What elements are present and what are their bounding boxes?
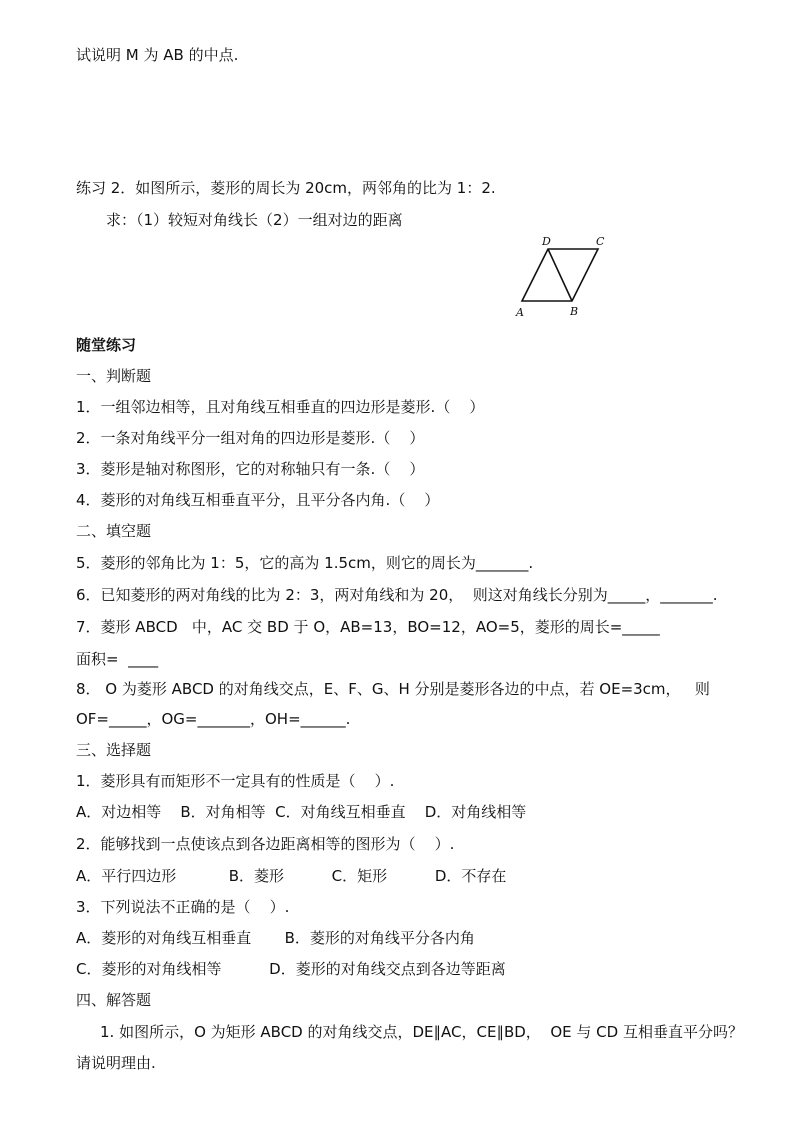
vertex-label-a: A: [516, 306, 524, 319]
vertex-label-d: D: [542, 235, 551, 248]
fill-item: 面积= ____: [76, 650, 159, 668]
vertex-label-c: C: [596, 235, 605, 248]
choice-options: A．菱形的对角线互相垂直 B．菱形的对角线平分各内角: [76, 929, 475, 947]
fill-item: 7．菱形 ABCD 中，AC 交 BD 于 O，AB=13，BO=12，AO=5，菱形的周长=_____: [76, 618, 660, 636]
judge-item: 3．菱形是轴对称图形，它的对称轴只有一条.（ ）: [76, 460, 425, 478]
judge-title: 一、判断题: [76, 367, 152, 385]
fill-item: 6．已知菱形的两对角线的比为 2：3，两对角线和为 20， 则这对角线长分别为_____，_______.: [76, 586, 718, 604]
rhombus-diagonal-db: [548, 249, 572, 301]
solve-title: 四、解答题: [76, 991, 152, 1009]
vertex-label-b: B: [570, 305, 579, 318]
choice-options: A．对边相等 B．对角相等 C．对角线互相垂直 D．对角线相等: [76, 803, 527, 821]
choice-item: 2．能够找到一点使该点到各边距离相等的图形为（ ）.: [76, 835, 455, 853]
choice-options: C．菱形的对角线相等 D．菱形的对角线交点到各边等距离: [76, 960, 506, 978]
exercise2-statement: 练习 2．如图所示，菱形的周长为 20cm，两邻角的比为 1：2.: [76, 179, 496, 197]
judge-item: 4．菱形的对角线互相垂直平分，且平分各内角.（ ）: [76, 491, 440, 509]
exercise2-question: 求：（1）较短对角线长（2）一组对边的距离: [106, 211, 403, 229]
solve-problem: 1. 如图所示，O 为矩形 ABCD 的对角线交点，DE∥AC，CE∥BD， OE 与 CD 互相垂直平分吗？: [100, 1023, 743, 1041]
judge-item: 2．一条对角线平分一组对角的四边形是菱形.（ ）: [76, 429, 425, 447]
solve-problem-continued: 请说明理由.: [76, 1054, 156, 1072]
choice-item: 1．菱形具有而矩形不一定具有的性质是（ ）.: [76, 772, 395, 790]
choice-options: A．平行四边形 B．菱形 C．矩形 D．不存在: [76, 867, 507, 885]
problem-text-line: 试说明 M 为 AB 的中点.: [76, 46, 239, 64]
fill-item: OF=_____，OG=_______，OH=______.: [76, 710, 351, 728]
fill-title: 二、填空题: [76, 522, 152, 540]
judge-item: 1．一组邻边相等，且对角线互相垂直的四边形是菱形.（ ）: [76, 398, 485, 416]
fill-item: 5．菱形的邻角比为 1：5，它的高为 1.5cm，则它的周长为_______.: [76, 554, 534, 572]
choice-title: 三、选择题: [76, 741, 152, 759]
section-title: 随堂练习: [76, 336, 137, 354]
choice-item: 3．下列说法不正确的是（ ）.: [76, 898, 290, 916]
fill-item: 8． O 为菱形 ABCD 的对角线交点，E、F、G、H 分别是菱形各边的中点，若 OE=3cm， 则: [76, 680, 710, 698]
rhombus-figure: [508, 232, 618, 322]
